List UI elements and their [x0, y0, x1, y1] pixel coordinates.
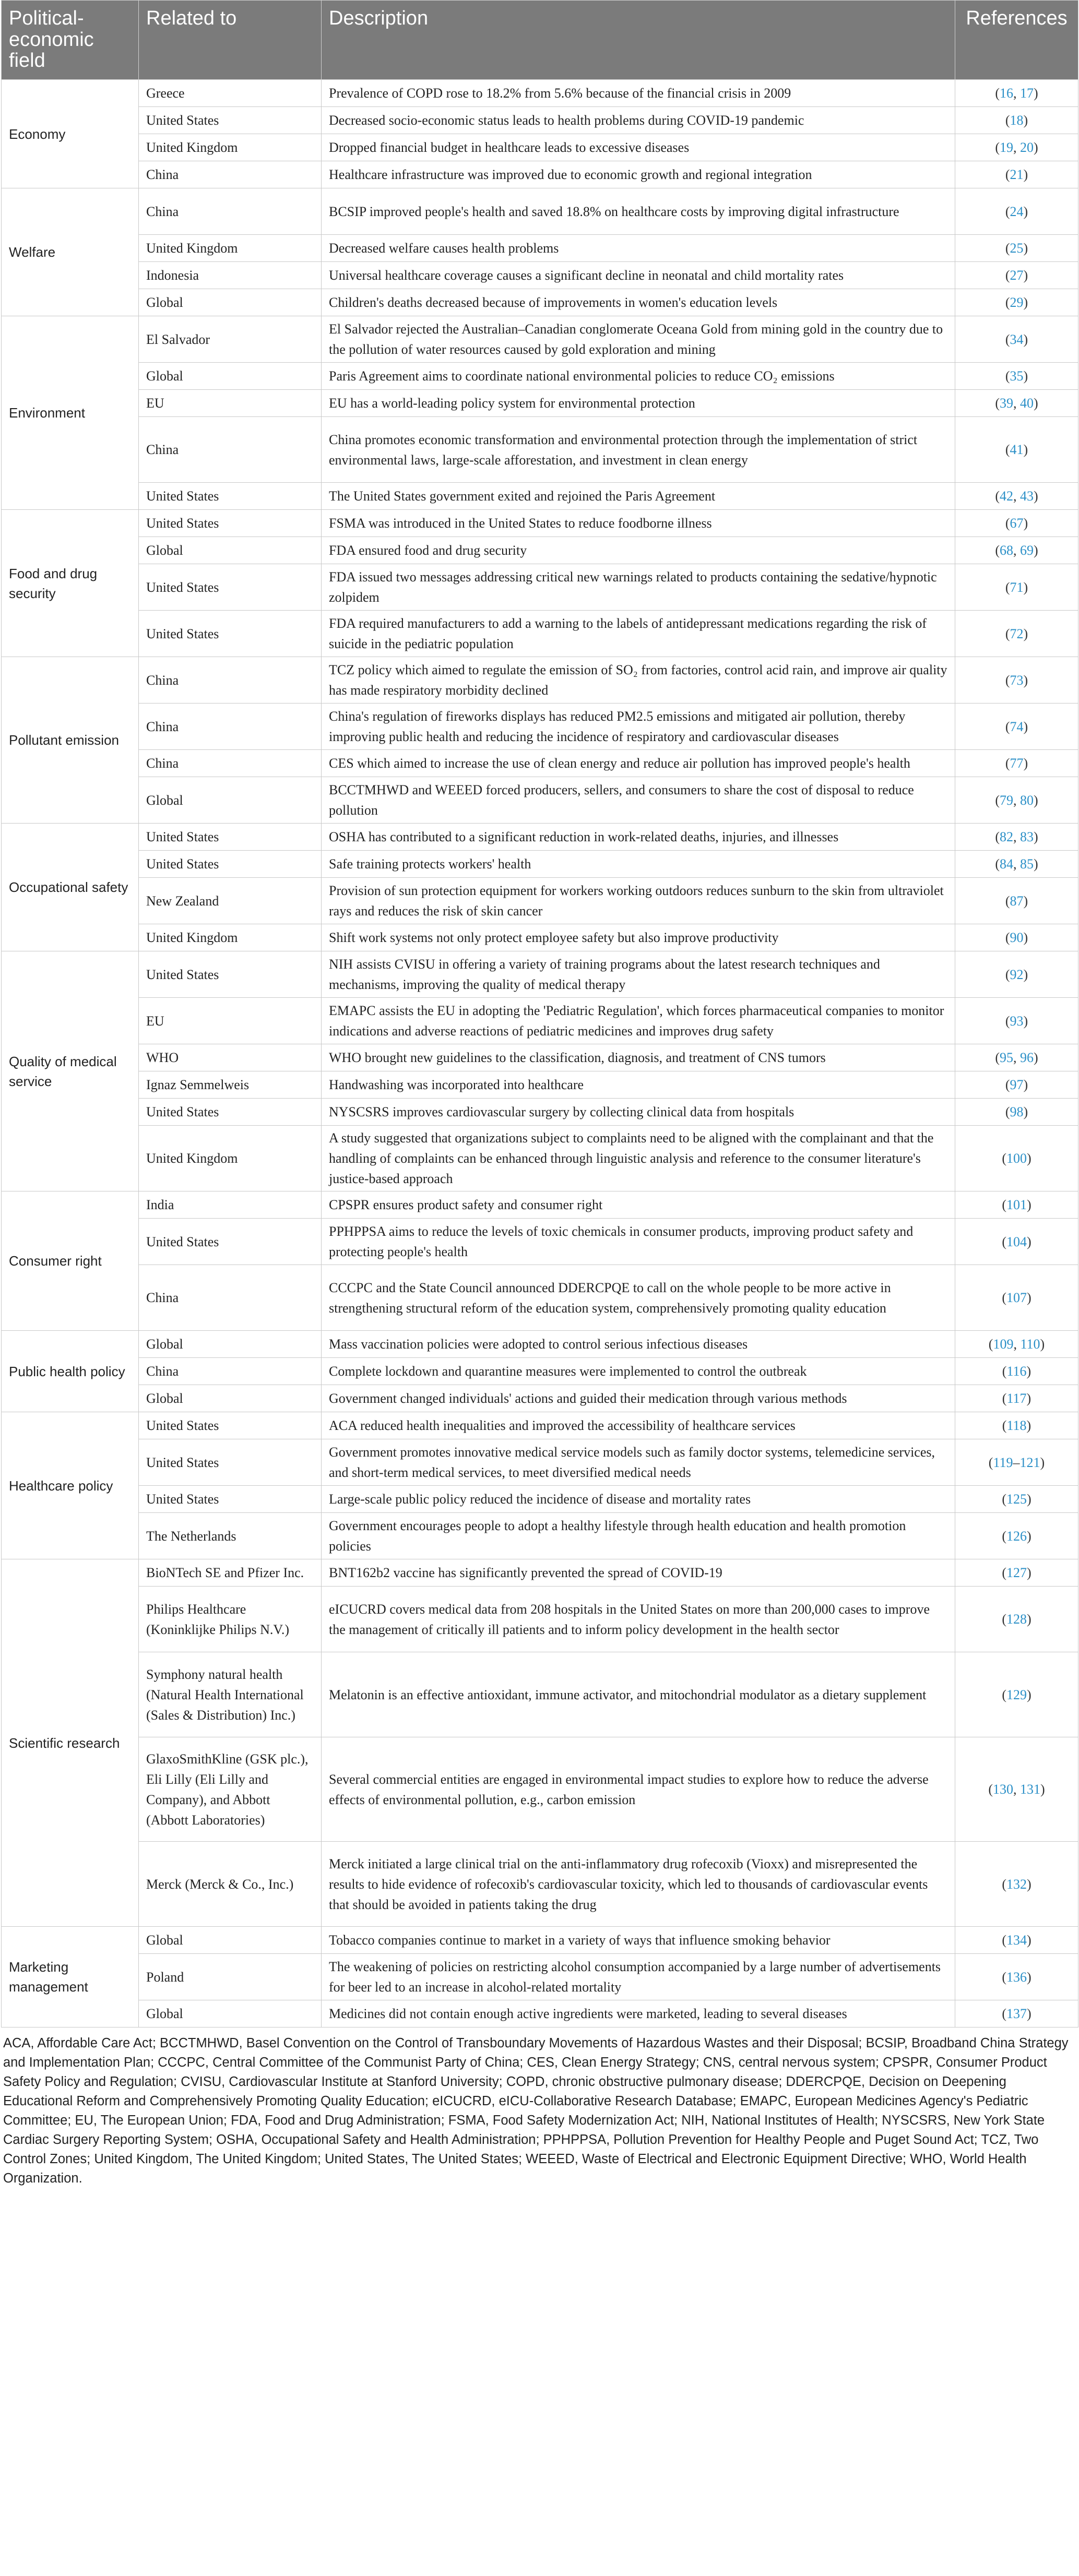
description-cell: The United States government exited and rejoined the Paris Agreement [322, 483, 955, 510]
references-cell: (82, 83) [955, 824, 1078, 851]
description-cell: Handwashing was incorporated into healthcare [322, 1071, 955, 1099]
description-cell: China's regulation of fireworks displays has reduced PM2.5 emissions and mitigated air pollution, thereby improving public health and reducing the incidence of respiratory and cardiovascular diseases [322, 703, 955, 750]
reference-link[interactable]: 39 [1000, 396, 1013, 411]
reference-link[interactable]: 42 [1000, 488, 1013, 504]
reference-link[interactable]: 98 [1010, 1104, 1024, 1119]
references-cell: (21) [955, 161, 1078, 188]
references-cell: (95, 96) [955, 1044, 1078, 1071]
description-cell: PPHPPSA aims to reduce the levels of toxic chemicals in consumer products, improving product safety and protecting people's health [322, 1219, 955, 1265]
description-cell: Melatonin is an effective antioxidant, immune activator, and mitochondrial modulator as a dietary supplement [322, 1652, 955, 1737]
related-to-cell: United States [139, 851, 322, 878]
header-political-economic-field: Political-economic field [2, 1, 139, 80]
table-header-row [2, 1, 1078, 80]
related-to-cell: United States [139, 483, 322, 510]
related-to-cell: United States [139, 1219, 322, 1265]
reference-link[interactable]: 131 [1020, 1782, 1040, 1797]
table-row [2, 1587, 1078, 1652]
references-cell: (118) [955, 1412, 1078, 1439]
table-row [2, 107, 1078, 134]
references-cell: (119–121) [955, 1439, 1078, 1486]
description-cell: Decreased socio-economic status leads to health problems during COVID-19 pandemic [322, 107, 955, 134]
table-row [2, 1486, 1078, 1513]
description-cell: China promotes economic transformation and environmental protection through the implementation of strict environmental laws, large-scale afforestation, and investment in clean energy [322, 417, 955, 483]
reference-link[interactable]: 104 [1006, 1234, 1027, 1249]
description-cell: FSMA was introduced in the United States to reduce foodborne illness [322, 510, 955, 537]
field-cell: Healthcare policy [2, 1412, 139, 1559]
reference-link[interactable]: 100 [1006, 1151, 1027, 1166]
related-to-cell: United Kingdom [139, 1126, 322, 1191]
table-row [2, 1044, 1078, 1071]
description-cell: BCCTMHWD and WEEED forced producers, sellers, and consumers to share the cost of disposal to reduce pollution [322, 777, 955, 824]
table-row [2, 924, 1078, 951]
references-cell: (71) [955, 564, 1078, 611]
related-to-cell: China [139, 188, 322, 235]
description-cell: Medicines did not contain enough active ingredients were marketed, leading to several diseases [322, 2000, 955, 2028]
reference-link[interactable]: 24 [1010, 204, 1024, 219]
description-cell: TCZ policy which aimed to regulate the emission of SO₂ from factories, control acid rain, and improve air quality has made respiratory morbidity declined [322, 657, 955, 703]
table-row [2, 1954, 1078, 2000]
reference-separator: , [1013, 488, 1020, 504]
description-cell: Mass vaccination policies were adopted to control serious infectious diseases [322, 1331, 955, 1358]
reference-link[interactable]: 136 [1006, 1969, 1027, 1985]
reference-link[interactable]: 18 [1010, 113, 1024, 128]
reference-link[interactable]: 35 [1010, 368, 1024, 384]
reference-link[interactable]: 73 [1010, 672, 1024, 688]
table-row [2, 1219, 1078, 1265]
table-row [2, 878, 1078, 924]
reference-link[interactable]: 87 [1010, 893, 1024, 909]
references-cell: (19, 20) [955, 134, 1078, 161]
table-row [2, 1842, 1078, 1927]
table-row [2, 262, 1078, 289]
related-to-cell: Global [139, 1927, 322, 1954]
table-row [2, 1412, 1078, 1439]
related-to-cell: United States [139, 824, 322, 851]
table-row [2, 851, 1078, 878]
table-row [2, 998, 1078, 1044]
reference-link[interactable]: 126 [1006, 1528, 1027, 1544]
table-row [2, 1559, 1078, 1587]
table-row [2, 1265, 1078, 1331]
related-to-cell: China [139, 657, 322, 703]
description-cell: Complete lockdown and quarantine measures were implemented to control the outbreak [322, 1358, 955, 1385]
references-cell: (25) [955, 235, 1078, 262]
description-cell: FDA required manufacturers to add a warning to the labels of antidepressant medications regarding the risk of suicide in the pediatric population [322, 611, 955, 657]
reference-separator: , [1013, 1782, 1020, 1797]
reference-link[interactable]: 21 [1010, 167, 1024, 182]
reference-link[interactable]: 92 [1010, 967, 1024, 982]
reference-link[interactable]: 95 [1000, 1050, 1013, 1065]
references-cell: (101) [955, 1191, 1078, 1219]
description-cell: Tobacco companies continue to market in a variety of ways that influence smoking behavior [322, 1927, 955, 1954]
reference-link[interactable]: 109 [993, 1337, 1014, 1352]
reference-link[interactable]: 107 [1006, 1290, 1027, 1305]
table-row [2, 611, 1078, 657]
table-row [2, 1439, 1078, 1486]
references-cell: (16, 17) [955, 80, 1078, 107]
references-cell: (74) [955, 703, 1078, 750]
description-cell: Government changed individuals' actions and guided their medication through various methods [322, 1385, 955, 1412]
reference-link[interactable]: 20 [1020, 140, 1034, 155]
references-cell: (132) [955, 1842, 1078, 1927]
related-to-cell: Greece [139, 80, 322, 107]
reference-link[interactable]: 74 [1010, 719, 1024, 734]
reference-separator: , [1013, 856, 1020, 872]
references-cell: (134) [955, 1927, 1078, 1954]
reference-link[interactable]: 82 [1000, 829, 1013, 844]
related-to-cell: El Salvador [139, 316, 322, 363]
description-cell: Universal healthcare coverage causes a significant decline in neonatal and child mortality rates [322, 262, 955, 289]
description-cell: Dropped financial budget in healthcare leads to excessive diseases [322, 134, 955, 161]
related-to-cell: Poland [139, 1954, 322, 2000]
references-cell: (73) [955, 657, 1078, 703]
references-cell: (79, 80) [955, 777, 1078, 824]
table-row [2, 1071, 1078, 1099]
reference-link[interactable]: 71 [1010, 579, 1024, 595]
related-to-cell: United States [139, 1486, 322, 1513]
related-to-cell: EU [139, 390, 322, 417]
related-to-cell: China [139, 417, 322, 483]
reference-link[interactable]: 110 [1020, 1337, 1040, 1352]
references-cell: (77) [955, 750, 1078, 777]
related-to-cell: Indonesia [139, 262, 322, 289]
references-cell: (24) [955, 188, 1078, 235]
reference-link[interactable]: 68 [1000, 543, 1013, 558]
field-cell: Marketing management [2, 1927, 139, 2028]
related-to-cell: Symphony natural health (Natural Health International (Sales & Distribution) Inc.) [139, 1652, 322, 1737]
related-to-cell: China [139, 703, 322, 750]
table-row [2, 750, 1078, 777]
field-cell: Welfare [2, 188, 139, 316]
table-row [2, 1191, 1078, 1219]
related-to-cell: United States [139, 951, 322, 998]
description-cell: ACA reduced health inequalities and improved the accessibility of healthcare services [322, 1412, 955, 1439]
table-row [2, 1737, 1078, 1842]
reference-link[interactable]: 129 [1006, 1687, 1027, 1702]
references-cell: (136) [955, 1954, 1078, 2000]
related-to-cell: Global [139, 777, 322, 824]
references-cell: (72) [955, 611, 1078, 657]
description-cell: A study suggested that organizations subject to complaints need to be aligned with the complainant and that the handling of complaints can be enhanced through linguistic analysis and reference to the consumer literature's justice-based approach [322, 1126, 955, 1191]
description-cell: Decreased welfare causes health problems [322, 235, 955, 262]
reference-link[interactable]: 84 [1000, 856, 1013, 872]
related-to-cell: Ignaz Semmelweis [139, 1071, 322, 1099]
related-to-cell: Global [139, 363, 322, 390]
references-cell: (92) [955, 951, 1078, 998]
description-cell: BCSIP improved people's health and saved 18.8% on healthcare costs by improving digital infrastructure [322, 188, 955, 235]
references-cell: (90) [955, 924, 1078, 951]
references-cell: (137) [955, 2000, 1078, 2028]
description-cell: OSHA has contributed to a significant reduction in work-related deaths, injuries, and illnesses [322, 824, 955, 851]
description-cell: Shift work systems not only protect employee safety but also improve productivity [322, 924, 955, 951]
reference-link[interactable]: 40 [1020, 396, 1034, 411]
related-to-cell: United States [139, 107, 322, 134]
related-to-cell: Global [139, 1385, 322, 1412]
table-row [2, 824, 1078, 851]
reference-link[interactable]: 93 [1010, 1013, 1024, 1029]
references-cell: (129) [955, 1652, 1078, 1737]
header-related-to: Related to [139, 1, 322, 80]
references-cell: (41) [955, 417, 1078, 483]
reference-link[interactable]: 85 [1020, 856, 1034, 872]
references-cell: (100) [955, 1126, 1078, 1191]
reference-link[interactable]: 125 [1006, 1492, 1027, 1507]
reference-separator: , [1013, 1050, 1020, 1065]
reference-link[interactable]: 80 [1020, 792, 1034, 808]
reference-link[interactable]: 137 [1006, 2006, 1027, 2021]
reference-link[interactable]: 72 [1010, 626, 1024, 641]
reference-link[interactable]: 118 [1006, 1418, 1027, 1433]
references-cell: (18) [955, 107, 1078, 134]
description-cell: El Salvador rejected the Australian–Canadian conglomerate Oceana Gold from mining gold in the country due to the pollution of water resources caused by gold exploration and mining [322, 316, 955, 363]
reference-separator: , [1013, 543, 1020, 558]
related-to-cell: India [139, 1191, 322, 1219]
reference-link[interactable]: 25 [1010, 241, 1024, 256]
description-cell: Safe training protects workers' health [322, 851, 955, 878]
references-cell: (34) [955, 316, 1078, 363]
related-to-cell: Global [139, 2000, 322, 2028]
table-row [2, 363, 1078, 390]
references-cell: (98) [955, 1099, 1078, 1126]
references-cell: (127) [955, 1559, 1078, 1587]
table-footnote: ACA, Affordable Care Act; BCCTMHWD, Basel Convention on the Control of Transboundary Movements of Hazardous Wastes and their Disposal; BCSIP, Broadband China Strategy and Implementation Plan; CCCPC, Central Committee of the Communist Party of China; CES, Clean Energy Strategy; CNS, central nervous system; CPSPR, Consumer Product Safety Policy and Regulation; CVISU, Cardiovascular Institute at Stanford University; COPD, chronic obstructive pulmonary disease; DDERCPQE, Decision on Deepening Educational Reform and Comprehensively Promoting Quality Education; eICUCRD, eICU-Collaborative Research Database; EMAPC, European Medicines Agency's Pediatric Committee; EU, The European Union; FDA, Food and Drug Administration; FSMA, Food Safety Modernization Act; NIH, National Institutes of Health; NYSCSRS, New York State Cardiac Surgery Reporting System; OSHA, Occupational Safety and Health Administration; PPHPPSA, Pollution Prevention for Healthy People and Puget Sound Act; TCZ, Two Control Zones; United Kingdom, The United Kingdom; United States, The United States; WEEED, Waste of Electrical and Electronic Equipment Directive; WHO, World Health Organization. [3, 2036, 1069, 2186]
table-body [2, 80, 1078, 2028]
table-row [2, 1652, 1078, 1737]
references-cell: (35) [955, 363, 1078, 390]
description-cell: EU has a world-leading policy system for environmental protection [322, 390, 955, 417]
description-cell: EMAPC assists the EU in adopting the 'Pediatric Regulation', which forces pharmaceutical companies to monitor indications and adverse reactions of pediatric medicines and improves drug safety [322, 998, 955, 1044]
reference-separator: , [1013, 792, 1020, 808]
related-to-cell: United States [139, 510, 322, 537]
related-to-cell: China [139, 161, 322, 188]
table-container [1, 0, 1078, 2188]
related-to-cell: Merck (Merck & Co., Inc.) [139, 1842, 322, 1927]
description-cell: eICUCRD covers medical data from 208 hospitals in the United States on more than 200,000 cases to improve the management of critically ill patients and to inform policy development in the health sector [322, 1587, 955, 1652]
reference-link[interactable]: 69 [1020, 543, 1034, 558]
references-cell: (27) [955, 262, 1078, 289]
description-cell: BNT162b2 vaccine has significantly prevented the spread of COVID-19 [322, 1559, 955, 1587]
description-cell: CPSPR ensures product safety and consumer right [322, 1191, 955, 1219]
references-cell: (84, 85) [955, 851, 1078, 878]
description-cell: FDA ensured food and drug security [322, 537, 955, 564]
table-row [2, 80, 1078, 107]
reference-link[interactable]: 96 [1020, 1050, 1034, 1065]
description-cell: Government encourages people to adopt a healthy lifestyle through health education and health promotion policies [322, 1513, 955, 1559]
table-row [2, 1099, 1078, 1126]
reference-link[interactable]: 121 [1019, 1454, 1040, 1470]
description-cell: The weakening of policies on restricting alcohol consumption accompanied by a large number of advertisements for beer led to an increase in alcohol-related mortality [322, 1954, 955, 2000]
description-cell: Healthcare infrastructure was improved due to economic growth and regional integration [322, 161, 955, 188]
reference-link[interactable]: 43 [1020, 488, 1034, 504]
table-row [2, 510, 1078, 537]
description-cell: NIH assists CVISU in offering a variety of training programs about the latest research techniques and mechanisms, improving the quality of medical therapy [322, 951, 955, 998]
references-cell: (97) [955, 1071, 1078, 1099]
reference-link[interactable]: 67 [1010, 516, 1024, 531]
related-to-cell: United States [139, 1099, 322, 1126]
field-cell: Pollutant emission [2, 657, 139, 824]
reference-separator: , [1013, 1337, 1021, 1352]
table-row [2, 417, 1078, 483]
header-description: Description [322, 1, 955, 80]
field-cell: Quality of medical service [2, 951, 139, 1191]
references-cell: (39, 40) [955, 390, 1078, 417]
description-cell: Prevalence of COPD rose to 18.2% from 5.6% because of the financial crisis in 2009 [322, 80, 955, 107]
description-cell: Provision of sun protection equipment for workers working outdoors reduces sunburn to the skin from ultraviolet rays and reduces the risk of skin cancer [322, 878, 955, 924]
related-to-cell: United Kingdom [139, 235, 322, 262]
related-to-cell: United States [139, 1439, 322, 1486]
description-cell: WHO brought new guidelines to the classification, diagnosis, and treatment of CNS tumors [322, 1044, 955, 1071]
reference-link[interactable]: 130 [993, 1782, 1013, 1797]
related-to-cell: The Netherlands [139, 1513, 322, 1559]
reference-link[interactable]: 134 [1006, 1933, 1027, 1948]
references-cell: (68, 69) [955, 537, 1078, 564]
references-cell: (104) [955, 1219, 1078, 1265]
reference-separator: , [1013, 396, 1020, 411]
table-row [2, 134, 1078, 161]
table-row [2, 235, 1078, 262]
field-cell: Economy [2, 80, 139, 188]
table-row [2, 161, 1078, 188]
description-cell: FDA issued two messages addressing critical new warnings related to products containing the sedative/hypnotic zolpidem [322, 564, 955, 611]
description-cell: Children's deaths decreased because of improvements in women's education levels [322, 289, 955, 316]
table-row [2, 1126, 1078, 1191]
reference-link[interactable]: 83 [1020, 829, 1034, 844]
related-to-cell: China [139, 1358, 322, 1385]
related-to-cell: United Kingdom [139, 134, 322, 161]
reference-link[interactable]: 101 [1006, 1197, 1027, 1212]
table-row [2, 316, 1078, 363]
reference-link[interactable]: 127 [1006, 1565, 1027, 1580]
related-to-cell: Global [139, 1331, 322, 1358]
table-row [2, 1385, 1078, 1412]
references-cell: (109, 110) [955, 1331, 1078, 1358]
description-cell: CCCPC and the State Council announced DDERCPQE to call on the whole people to be more active in strengthening structural reform of the education system, comprehensively promoting quality education [322, 1265, 955, 1331]
reference-link[interactable]: 128 [1006, 1612, 1027, 1627]
table-row [2, 1927, 1078, 1954]
references-cell: (125) [955, 1486, 1078, 1513]
references-cell: (117) [955, 1385, 1078, 1412]
field-cell: Consumer right [2, 1191, 139, 1331]
table-row [2, 390, 1078, 417]
reference-link[interactable]: 117 [1006, 1391, 1027, 1406]
reference-link[interactable]: 41 [1010, 442, 1024, 457]
related-to-cell: China [139, 750, 322, 777]
reference-link[interactable]: 17 [1020, 86, 1034, 101]
references-cell: (87) [955, 878, 1078, 924]
policy-table [1, 0, 1078, 2028]
description-cell: CES which aimed to increase the use of clean energy and reduce air pollution has improved people's health [322, 750, 955, 777]
table-row [2, 2000, 1078, 2028]
references-cell: (128) [955, 1587, 1078, 1652]
table-row [2, 1358, 1078, 1385]
related-to-cell: EU [139, 998, 322, 1044]
field-cell: Environment [2, 316, 139, 510]
related-to-cell: BioNTech SE and Pfizer Inc. [139, 1559, 322, 1587]
references-cell: (42, 43) [955, 483, 1078, 510]
reference-separator: , [1013, 86, 1020, 101]
references-cell: (126) [955, 1513, 1078, 1559]
table-row [2, 777, 1078, 824]
header-references: References [955, 1, 1078, 80]
table-row [2, 483, 1078, 510]
field-cell: Food and drug security [2, 510, 139, 657]
table-row [2, 564, 1078, 611]
related-to-cell: Philips Healthcare (Koninklijke Philips N.V.) [139, 1587, 322, 1652]
related-to-cell: United Kingdom [139, 924, 322, 951]
table-row [2, 289, 1078, 316]
reference-link[interactable]: 34 [1010, 331, 1024, 347]
reference-separator: , [1013, 140, 1020, 155]
description-cell: NYSCSRS improves cardiovascular surgery by collecting clinical data from hospitals [322, 1099, 955, 1126]
related-to-cell: United States [139, 1412, 322, 1439]
table-row [2, 951, 1078, 998]
reference-separator: , [1013, 829, 1020, 844]
related-to-cell: New Zealand [139, 878, 322, 924]
reference-link[interactable]: 90 [1010, 930, 1024, 945]
table-row [2, 1331, 1078, 1358]
reference-link[interactable]: 77 [1010, 756, 1024, 771]
references-cell: (67) [955, 510, 1078, 537]
references-cell: (130, 131) [955, 1737, 1078, 1842]
related-to-cell: WHO [139, 1044, 322, 1071]
reference-link[interactable]: 119 [993, 1454, 1013, 1470]
reference-link[interactable]: 19 [1000, 140, 1013, 155]
description-cell: Large-scale public policy reduced the incidence of disease and mortality rates [322, 1486, 955, 1513]
table-row [2, 1513, 1078, 1559]
related-to-cell: United States [139, 611, 322, 657]
field-cell: Occupational safety [2, 824, 139, 951]
related-to-cell: China [139, 1265, 322, 1331]
references-cell: (116) [955, 1358, 1078, 1385]
table-row [2, 703, 1078, 750]
field-cell: Public health policy [2, 1331, 139, 1412]
related-to-cell: GlaxoSmithKline (GSK plc.), Eli Lilly (Eli Lilly and Company), and Abbott (Abbott Laboratories) [139, 1737, 322, 1842]
reference-link[interactable]: 79 [1000, 792, 1013, 808]
reference-link[interactable]: 116 [1006, 1364, 1027, 1379]
table-row [2, 657, 1078, 703]
description-cell: Merck initiated a large clinical trial on the anti-inflammatory drug rofecoxib (Vioxx) and misrepresented the results to hide evidence of rofecoxib's cardiovascular toxicity, which led to thousands of cardiovascular events that should be avoided in patients taking the drug [322, 1842, 955, 1927]
reference-separator: – [1013, 1454, 1020, 1470]
description-cell: Paris Agreement aims to coordinate national environmental policies to reduce CO₂ emissions [322, 363, 955, 390]
references-cell: (107) [955, 1265, 1078, 1331]
reference-link[interactable]: 29 [1010, 295, 1024, 310]
reference-link[interactable]: 27 [1010, 268, 1024, 283]
reference-link[interactable]: 16 [1000, 86, 1013, 101]
related-to-cell: Global [139, 289, 322, 316]
reference-link[interactable]: 97 [1010, 1077, 1024, 1092]
description-cell: Several commercial entities are engaged in environmental impact studies to explore how to reduce the adverse effects of environmental pollution, e.g., carbon emission [322, 1737, 955, 1842]
reference-link[interactable]: 132 [1006, 1876, 1027, 1892]
table-row [2, 537, 1078, 564]
references-cell: (93) [955, 998, 1078, 1044]
related-to-cell: United States [139, 564, 322, 611]
field-cell: Scientific research [2, 1559, 139, 1927]
related-to-cell: Global [139, 537, 322, 564]
description-cell: Government promotes innovative medical service models such as family doctor systems, telemedicine services, and short-term medical services, to meet diversified medical needs [322, 1439, 955, 1486]
table-row [2, 188, 1078, 235]
references-cell: (29) [955, 289, 1078, 316]
